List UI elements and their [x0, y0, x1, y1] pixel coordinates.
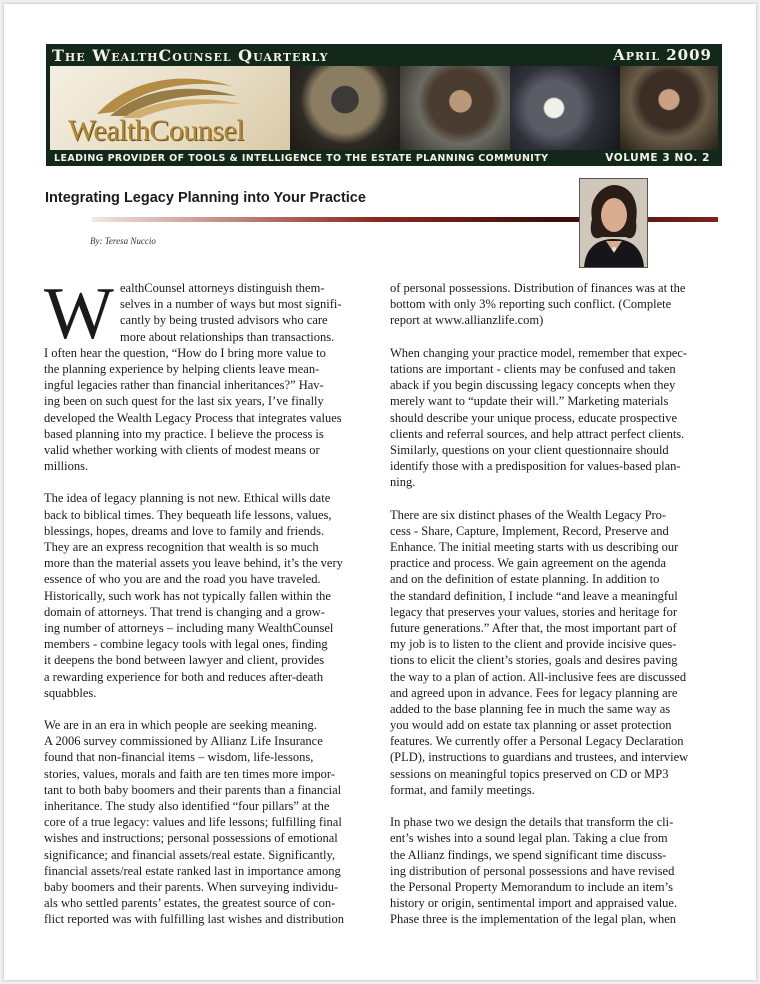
text-line: tions to elicit the client’s stories, goals and desires paving — [390, 653, 678, 668]
text-line: merely want to “update their will.” Marketing materials — [390, 394, 669, 409]
text-line — [44, 474, 378, 490]
text-line: my job is to listen to the client and provide incisive ques- — [390, 637, 677, 652]
masthead — [46, 44, 722, 166]
text-line: more than the material assets you leave behind, it’s the very — [44, 556, 343, 571]
issue-date: April 2009 — [613, 46, 712, 64]
text-line: ingful legacies rather than financial inheritances?” Hav- — [44, 378, 324, 393]
text-line: of personal possessions. Distribution of finances was at the — [390, 281, 686, 295]
text-line — [390, 329, 716, 345]
text-line: found that non-financial items – wisdom, life-lessons, — [44, 750, 314, 765]
text-line: format, and family meetings. — [390, 782, 535, 797]
logo: WealthCounsel — [68, 114, 245, 147]
text-line: cantly by being trusted advisors who care — [120, 313, 328, 328]
banner-photo — [620, 66, 718, 150]
article-title: Integrating Legacy Planning into Your Practice — [45, 190, 366, 206]
text-line: a rewarding experience for both and reduces after-death — [44, 669, 324, 684]
volume-number: VOLUME 3 NO. 2 — [605, 152, 710, 164]
text-line: We are in an era in which people are seeking meaning. — [44, 718, 317, 733]
text-line: more about relationships than transactions. — [120, 329, 335, 344]
text-line: inheritance. The study also identified “four pillars” at the — [44, 799, 330, 813]
drop-cap: W — [44, 273, 114, 355]
text-line: and on the definition of estate planning. In addition to — [390, 572, 660, 587]
text-line: ing number of attorneys – including many WealthCounsel — [44, 620, 334, 635]
text-line: When changing your practice model, remember that expec- — [390, 345, 688, 360]
text-line: baby boomers and their parents. When surveying individu- — [44, 879, 339, 894]
text-line: wishes and instructions; personal possessions of emotional — [44, 831, 338, 846]
text-line: In phase two we design the details that transform the cli- — [390, 815, 674, 830]
text-line: future generations.” After that, the most important part of — [390, 620, 677, 635]
text-line: ing distribution of personal possessions and have revised — [390, 863, 675, 878]
text-line: you would add on estate tax planning or asset protection — [390, 718, 672, 733]
text-line: millions. — [44, 459, 89, 474]
text-line: practice and process. We gain agreement on the agenda — [390, 556, 667, 571]
text-line: ent’s wishes into a sound legal plan. Taking a clue from — [390, 831, 668, 846]
text-line — [44, 701, 378, 717]
text-line: should describe your unique process, educate prospective — [390, 410, 678, 425]
text-line: the Personal Property Memorandum to include an item’s — [390, 879, 673, 894]
text-line: the Allianz findings, we spend significant time discuss- — [390, 847, 667, 862]
text-line: I often hear the question, “How do I bring more value to — [44, 345, 326, 360]
masthead-banner — [50, 66, 718, 150]
text-line: ealthCounsel attorneys distinguish them- — [120, 281, 325, 295]
text-line: history or origin, sentimental import and appraised value. — [390, 896, 678, 911]
text-line: stories, values, morals and faith are ten times more impor- — [44, 766, 335, 781]
text-line: financial assets/real estate ranked last in importance among — [44, 863, 341, 878]
text-line: domain of attorneys. That trend is changing and a grow- — [44, 604, 325, 619]
text-line: selves in a number of ways but most signifi- — [120, 297, 342, 312]
text-line: it deepens the bond between lawyer and client, provides — [44, 653, 325, 668]
text-line: developed the Wealth Legacy Process that integrates values — [44, 410, 342, 425]
text-line: the planning experience by helping clients leave mean- — [44, 361, 320, 376]
text-line: valid whether working with clients of modest means or — [44, 442, 320, 457]
text-line: significance; and financial assets/real estate. Significantly, — [44, 847, 336, 862]
text-line: the standard definition, I include “and leave a meaningful — [390, 588, 678, 603]
logo-panel — [50, 66, 290, 150]
text-line: sessions on meaningful topics preserved on CD or MP3 — [390, 766, 669, 781]
text-line: tant to both baby boomers and their parents than a financial — [44, 782, 342, 797]
text-line: Similarly, questions on your client questionnaire should — [390, 442, 669, 457]
text-line — [390, 798, 716, 814]
text-line: cess - Share, Capture, Implement, Record, Preserve and — [390, 523, 669, 538]
text-line: report at www.allianzlife.com) — [390, 313, 544, 328]
text-line: The idea of legacy planning is not new. Ethical wills date — [44, 491, 331, 506]
text-line: added to the base planning fee in much the same way as — [390, 701, 671, 716]
text-line: (PLD), instructions to guardians and trustees, and interview — [390, 750, 689, 765]
text-line: tations are important - clients may be confused and taken — [390, 361, 676, 376]
byline: By: Teresa Nuccio — [90, 236, 156, 246]
text-line: legacy that preserves your values, stories and heritage for — [390, 604, 678, 619]
left-column-text — [44, 273, 378, 928]
text-line — [390, 490, 716, 506]
text-line: the way to a plan of action. All-inclusive fees are discussed — [390, 669, 687, 684]
text-line: core of a true legacy: values and life lessons; fulfilling final — [44, 815, 342, 830]
text-line: They are an express recognition that wealth is so much — [44, 540, 319, 554]
text-line: Enhance. The initial meeting starts with us describing our — [390, 540, 679, 554]
author-photo — [579, 178, 648, 268]
text-line: bottom with only 3% reporting such conflict. (Complete — [390, 297, 672, 312]
text-line: Phase three is the implementation of the legal plan, when — [390, 912, 677, 927]
tagline: LEADING PROVIDER OF TOOLS & INTELLIGENCE TO THE ESTATE PLANNING COMMUNITY — [54, 153, 549, 164]
text-line: back to biblical times. They bequeath life lessons, values, — [44, 507, 332, 522]
text-line: members - combine legacy tools with legal ones, finding — [44, 637, 328, 652]
text-line: essence of who you are and the road you have traveled. — [44, 572, 321, 587]
newsletter-title: The WealthCounsel Quarterly — [52, 46, 329, 65]
text-line: ning. — [390, 475, 416, 490]
logo-swirl-icon — [92, 70, 242, 120]
right-column-text — [390, 280, 716, 928]
banner-photo — [510, 66, 620, 150]
text-line: identify those with a predisposition for values-based plan- — [390, 459, 681, 474]
article-column-left — [44, 273, 378, 928]
text-line: blessings, hopes, dreams and love to family and friends. — [44, 523, 325, 538]
banner-photo — [290, 66, 400, 150]
text-line: als who settled parents’ estates, the greatest source of con- — [44, 896, 336, 911]
text-line: ing been on such quest for the last six years, I’ve finally — [44, 394, 324, 409]
article-column-right — [390, 280, 716, 928]
text-line: Historically, such work has not typically fallen within the — [44, 588, 331, 603]
text-line: There are six distinct phases of the Wealth Legacy Pro- — [390, 507, 667, 522]
text-line: features. We currently offer a Personal Legacy Declaration — [390, 734, 684, 749]
text-line: squabbles. — [44, 685, 97, 700]
text-line: A 2006 survey commissioned by Allianz Life Insurance — [44, 734, 323, 749]
banner-photo — [400, 66, 510, 150]
text-line: flict reported was with fulfilling last wishes and distribution — [44, 912, 344, 927]
text-line: based planning into my practice. I believe the process is — [44, 426, 324, 441]
text-line: clients and referral sources, and help attract perfect clients. — [390, 426, 685, 441]
text-line: and agreed upon in advance. Fees for legacy planning are — [390, 685, 678, 700]
text-line: aback if you begin discussing legacy concepts when they — [390, 378, 676, 393]
newsletter-page — [4, 4, 756, 980]
